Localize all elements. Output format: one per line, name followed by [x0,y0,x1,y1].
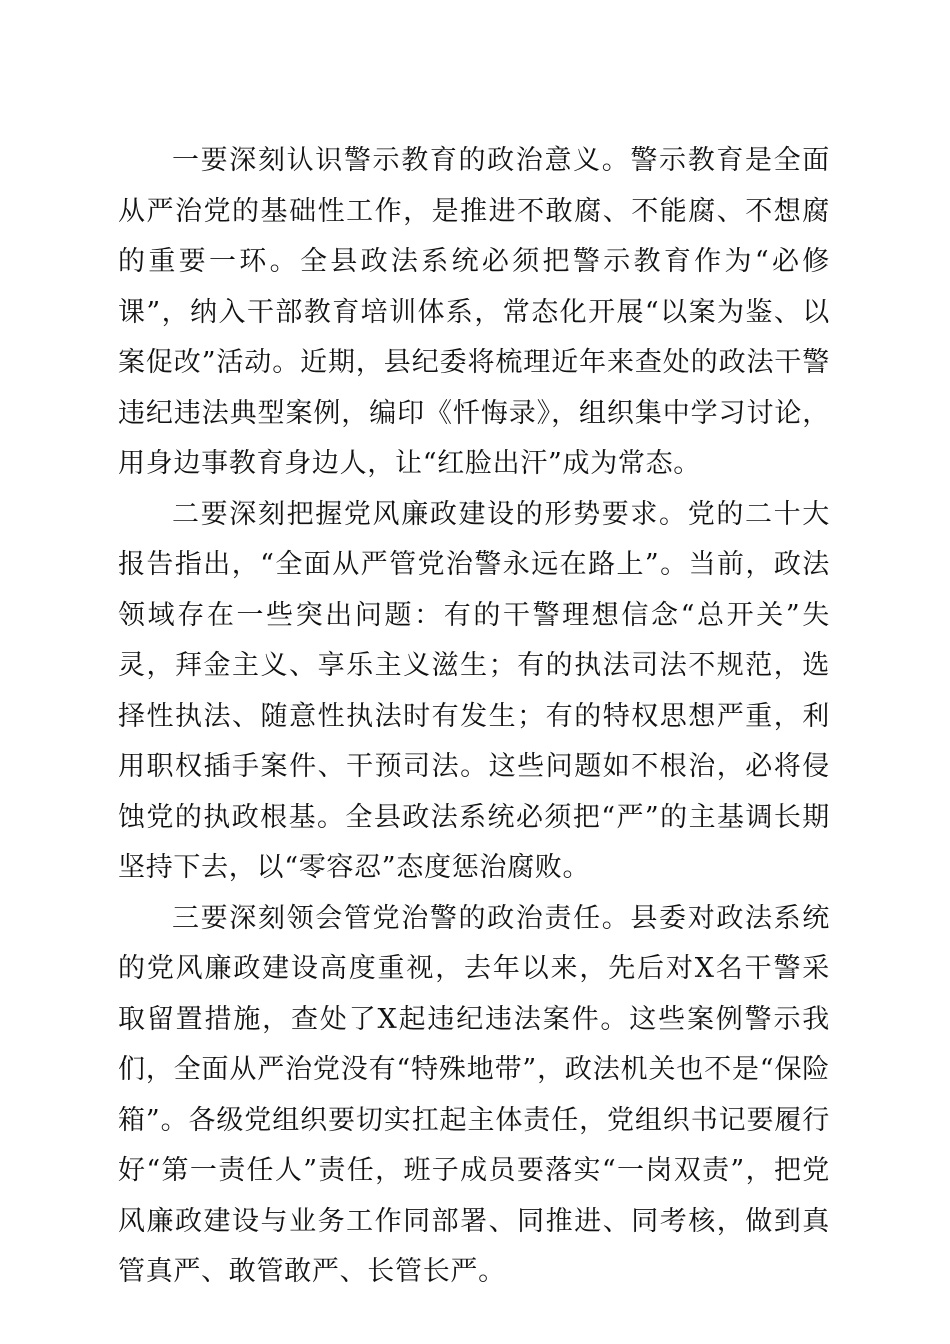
paragraph-warning-education: 一要深刻认识警示教育的政治意义。警示教育是全面从严治党的基础性工作，是推进不敢腐、不能腐、不想腐的重要一环。全县政法系统必须把警示教育作为“必修课”，纳入干部教育培训体系，常态化开展“以案为鉴、以案促改”活动。近期，县纪委将梳理近年来查处的政法干警违纪违法典型案例，编印《忏悔录》，组织集中学习讨论，用身边事教育身边人，让“红脸出汗”成为常态。 [118,145,830,479]
paragraph-situation-requirements: 二要深刻把握党风廉政建设的形势要求。党的二十大报告指出，“全面从严管党治警永远在路上”。当前，政法领域存在一些突出问题：有的干警理想信念“总开关”失灵，拜金主义、享乐主义滋生；有的执法司法不规范，选择性执法、随意性执法时有发生；有的特权思想严重，利用职权插手案件、干预司法。这些问题如不根治，必将侵蚀党的执政根基。全县政法系统必须把“严”的主基调长期坚持下去，以“零容忍”态度惩治腐败。 [118,498,830,883]
document-body [118,136,830,1298]
paragraph-political-responsibility: 三要深刻领会管党治警的政治责任。县委对政法系统的党风廉政建设高度重视，去年以来，先后对X名干警采取留置措施，查处了X起违纪违法案件。这些案例警示我们，全面从严治党没有“特殊地带”，政法机关也不是“保险箱”。各级党组织要切实扛起主体责任，党组织书记要履行好“第一责任人”责任，班子成员要落实“一岗双责”，把党风廉政建设与业务工作同部署、同推进、同考核，做到真管真严、敢管敢严、长管长严。 [118,902,830,1287]
